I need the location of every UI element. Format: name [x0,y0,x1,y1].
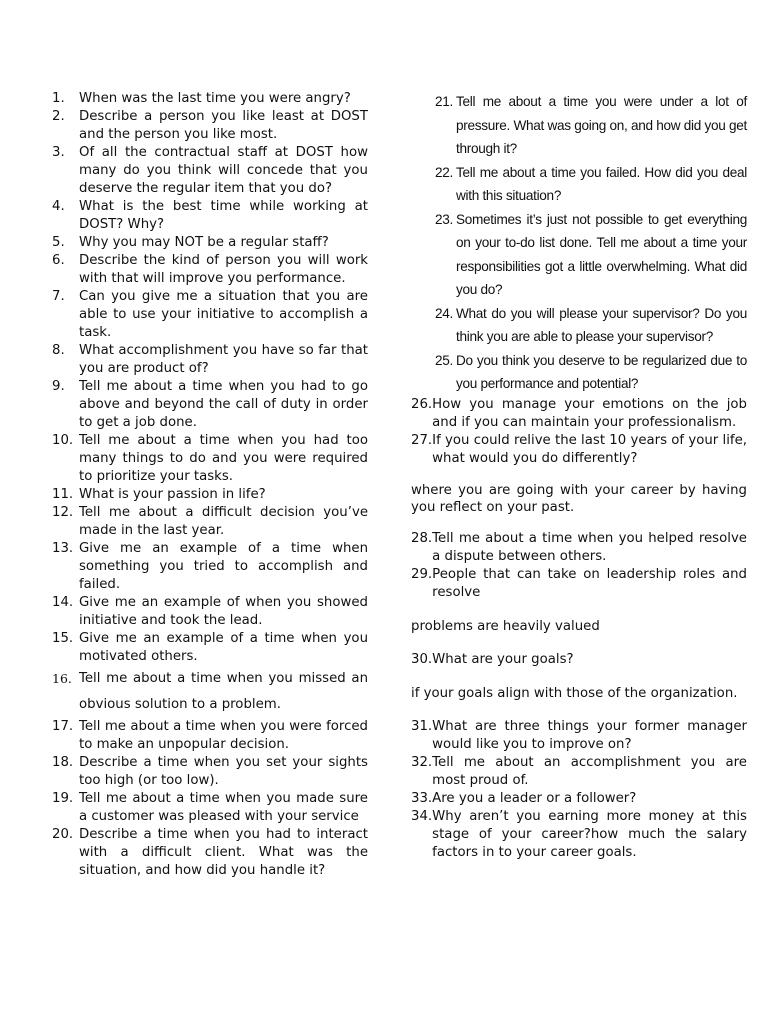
question-number: 6. [52,253,65,268]
question-text: Are you a leader or a follower? [432,790,637,806]
question-number: 28. [411,530,433,546]
question-item [52,252,368,288]
question-item [52,198,368,234]
question-text: What do you will please your supervisor? Do you think you are able to please your supervisor? [456,305,747,344]
question-item [52,90,368,108]
question-text: Give me an example of when you showed initiative and took the lead. [79,595,368,628]
question-list-left [52,90,368,880]
question-number: 19. [52,791,74,806]
question-number: 17. [52,719,74,734]
question-item [411,349,747,396]
question-item [52,826,368,880]
question-text: Tell me about an accomplishment you are most proud of. [432,754,747,788]
question-number: 25. [435,352,453,368]
question-number: 14. [52,595,74,610]
question-number: 7. [52,289,65,304]
question-number: 29. [411,566,433,582]
question-item [411,432,747,468]
question-item [411,808,747,862]
question-number: 32. [411,754,433,770]
question-number: 23. [435,211,453,227]
question-number: 26. [411,396,433,412]
question-number: 30. [411,651,433,667]
question-text: When was the last time you were angry? [79,91,351,106]
question-number: 20. [52,827,74,842]
question-text: Describe the kind of person you will work with that will improve you performance. [79,253,368,286]
question-number: 11. [52,487,74,502]
question-item [411,718,747,754]
question-text: People that can take on leadership roles and resolve [432,566,747,600]
question-item [52,718,368,754]
question-number: 10. [52,433,74,448]
question-item [52,504,368,540]
question-text: What is the best time while working at DOST? Why? [79,199,368,232]
question-item [52,754,368,790]
question-item [52,540,368,594]
question-item [52,486,368,504]
question-number: 18. [52,755,74,770]
question-number: 9. [52,379,65,394]
question-text: Describe a time when you set your sights too high (or too low). [79,755,368,788]
question-number: 8. [52,343,65,358]
question-item [411,208,747,302]
question-text: How you manage your emotions on the job and if you can maintain your professionalism. [432,396,747,430]
question-number: 22. [435,164,453,180]
question-item [52,108,368,144]
question-text: Tell me about a time you were under a lot of pressure. What was going on, and how did you get through it? [456,94,747,156]
question-item [52,378,368,432]
question-item [411,754,747,790]
question-item [411,90,747,161]
question-number: 1. [52,91,65,106]
question-list-right-b [411,530,747,602]
question-text: Why aren’t you earning more money at this stage of your career?how much the salary factors in to your career goals. [432,808,747,860]
question-text: Tell me about a difficult decision you’ve made in the last year. [79,505,368,538]
question-item [52,234,368,252]
question-list-right-d [411,718,747,862]
question-text: Sometimes it’s just not possible to get everything on your to-do list done. Tell me about a time your responsibilities got a little overwhelming. What did you do? [456,211,747,297]
question-number: 15. [52,631,74,646]
question-text: What is your passion in life? [79,487,266,502]
question-text: Tell me about a time when you made sure a customer was pleased with your service [79,791,368,824]
question-text: Tell me about a time when you missed an obvious solution to a problem. [79,671,368,712]
question-number: 21. [435,94,453,109]
question-item [411,161,747,208]
question-item [52,630,368,666]
question-text: Tell me about a time when you had too many things to do and you were required to prioritize your tasks. [79,433,368,484]
question-text: If you could relive the last 10 years of your life, what would you do differently? [432,432,747,466]
question-text: Describe a time when you had to interact with a difficult client. What was the situation, and how did you handle it? [79,827,368,878]
question-item [52,790,368,826]
question-item [52,342,368,378]
question-text: Give me an example of a time when something you tried to accomplish and failed. [79,541,368,592]
question-item [411,790,747,808]
paragraph-problems-valued: problems are heavily valued [411,618,600,634]
question-text: Give me an example of a time when you motivated others. [79,631,368,664]
question-text: Tell me about a time when you were forced to make an unpopular decision. [79,719,368,752]
question-item [52,666,368,718]
question-list-right-a [411,396,747,468]
question-item [411,530,747,566]
question-number: 33. [411,790,433,806]
question-text: Why you may NOT be a regular staff? [79,235,329,250]
question-text: Of all the contractual staff at DOST how many do you think will concede that you deserve the regular item that you do? [79,145,368,196]
paragraph-goals-align: if your goals align with those of the organization. [411,685,738,701]
paragraph-career-reflection: where you are going with your career by having you reflect on your past. [411,482,747,515]
question-item [411,651,747,669]
question-number: 5. [52,235,65,250]
question-number: 34. [411,808,433,824]
question-item [411,566,747,602]
question-number: 3. [52,145,65,160]
question-item [52,594,368,630]
question-number: 16. [52,671,72,686]
question-text: Tell me about a time when you helped resolve a dispute between others. [432,530,747,564]
question-item [411,302,747,349]
question-number: 13. [52,541,74,556]
question-list-right-c [411,651,747,669]
question-text: Can you give me a situation that you are able to use your initiative to accomplish a task. [79,289,368,340]
question-text: Tell me about a time you failed. How did you deal with this situation? [456,164,747,203]
question-text: Describe a person you like least at DOST and the person you like most. [79,109,368,142]
question-text: Tell me about a time when you had to go above and beyond the call of duty in order to get a job done. [79,379,368,430]
question-number: 24. [435,305,453,321]
question-item [411,396,747,432]
question-number: 12. [52,505,74,520]
question-number: 4. [52,199,65,214]
question-text: What are three things your former manager would like you to improve on? [432,718,747,752]
question-number: 31. [411,718,433,734]
left-column [52,90,368,880]
question-item [52,432,368,486]
question-item [52,144,368,198]
question-number: 2. [52,109,65,124]
question-item [52,288,368,342]
question-text: What are your goals? [432,651,574,667]
right-column [411,90,747,862]
question-number: 27. [411,432,433,448]
question-text: Do you think you deserve to be regularized due to you performance and potential? [456,352,747,391]
question-text: What accomplishment you have so far that you are product of? [79,343,368,376]
question-list-right-condensed [411,90,747,396]
